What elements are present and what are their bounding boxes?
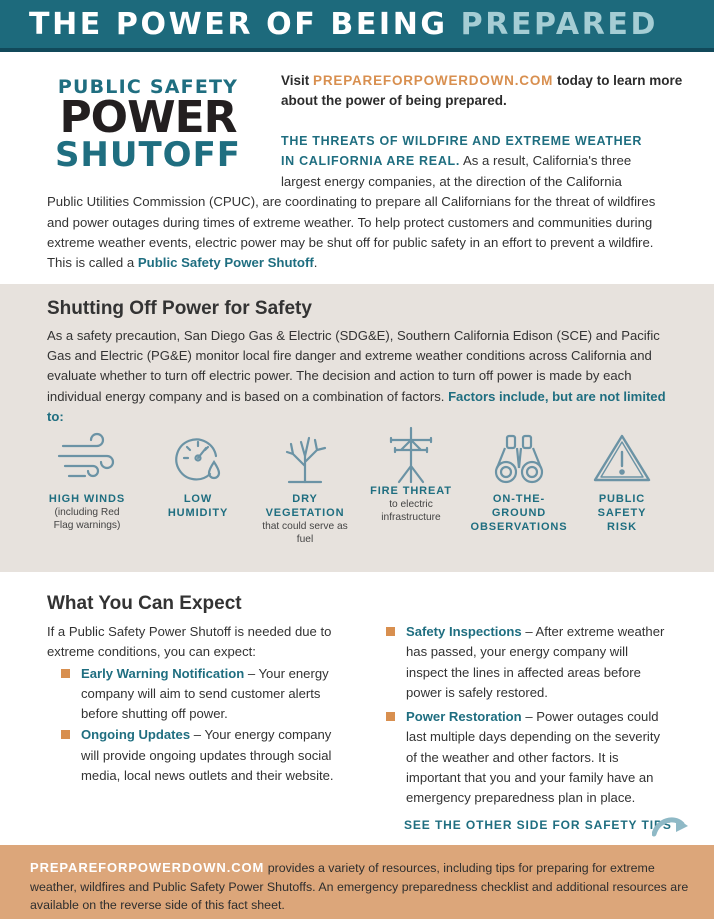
list-item: Early Warning Notification – Your energy company will aim to send customer alerts before shutting off power.: [61, 664, 343, 725]
curved-arrow-icon: [652, 812, 692, 838]
shutting-off-section: [0, 284, 714, 572]
section-body: As a safety precaution, San Diego Gas & Electric (SDG&E), Southern California Edison (SCE) and Pacific Gas and Electric (PG&E) monitor local fire danger and extreme weather conditions across California and evaluate whether to turn off electric power. The decision and action to turn off power is made by each individual energy company and is based on a combination of factors. Factors include, but are not limited to:: [47, 328, 666, 424]
website-link[interactable]: PREPAREFORPOWERDOWN.COM: [313, 73, 554, 88]
factor-observations: ON-THE-GROUND OBSERVATIONS: [470, 432, 568, 534]
expect-left-column: [47, 622, 343, 786]
factor-low-humidity: LOW HUMIDITY: [156, 432, 240, 520]
footer-banner: PREPAREFORPOWERDOWN.COM provides a variety of resources, including tips for preparing for extreme weather, wildfires and Public Safety Power Shutoffs. An emergency preparedness checklist and additional resources are available on the reverse side of this fact sheet.: [0, 845, 714, 919]
expect-right-column: [386, 622, 670, 809]
humidity-gauge-icon: [172, 432, 224, 484]
expect-intro: If a Public Safety Power Shutoff is needed due to extreme conditions, you can expect:: [47, 624, 332, 660]
footer-website-link[interactable]: PREPAREFORPOWERDOWN.COM: [30, 860, 265, 875]
warning-icon: [592, 432, 652, 484]
factor-high-winds: HIGH WINDS (including Red Flag warnings): [48, 432, 126, 532]
power-pole-icon: [381, 424, 441, 484]
bullet-square: [61, 730, 70, 739]
list-item: Safety Inspections – After extreme weather has passed, your energy company will inspect the lines in affected areas before power is safely restored.: [386, 622, 670, 703]
psps-wordmark: PUBLIC SAFETY POWER SHUTOFF: [54, 76, 242, 175]
factor-dry-vegetation: DRY VEGETATION that could serve as fuel: [258, 432, 352, 546]
what-you-can-expect-section: [47, 593, 687, 615]
list-item: Power Restoration – Power outages could last multiple days depending on the severity of the weather and other factors. It is important that you and your family have an emergency preparedness plan in place.: [386, 707, 670, 808]
see-other-side-note: SEE THE OTHER SIDE FOR SAFETY TIPS: [404, 818, 672, 832]
visit-callout: Visit PREPAREFORPOWERDOWN.COM today to learn more about the power of being prepared.: [281, 73, 683, 108]
wind-icon: [57, 432, 117, 484]
dry-tree-icon: [279, 432, 331, 484]
bullet-square: [386, 712, 395, 721]
factor-fire-threat: FIRE THREAT to electric infrastructure: [370, 432, 452, 524]
binoculars-icon: [489, 432, 549, 484]
section-heading: What You Can Expect: [47, 593, 242, 614]
list-item: Ongoing Updates – Your energy company will provide ongoing updates through social media, local news outlets and their website.: [61, 725, 343, 786]
page-title: THE POWER OF BEING PREPARED: [29, 7, 659, 42]
bullet-square: [61, 669, 70, 678]
factor-public-safety: PUBLIC SAFETY RISK: [587, 432, 657, 534]
header-banner: [0, 0, 714, 52]
bullet-square: [386, 627, 395, 636]
section-heading: Shutting Off Power for Safety: [47, 298, 312, 319]
intro-paragraph: THE THREATS OF WILDFIRE AND EXTREME WEATHER IN CALIFORNIA ARE REAL. As a result, California's three largest energy companies, at the direction of the California Public Utilities Commission (CPUC), are coordinating to prepare all Californians for the threat of wildfires and power outages during times of extreme weather. To help protect customers and communities during extreme weather events, electric power may be shut off for public safety in an effort to prevent a wildfire. This is called a Public Safety Power Shutoff.: [47, 134, 656, 271]
